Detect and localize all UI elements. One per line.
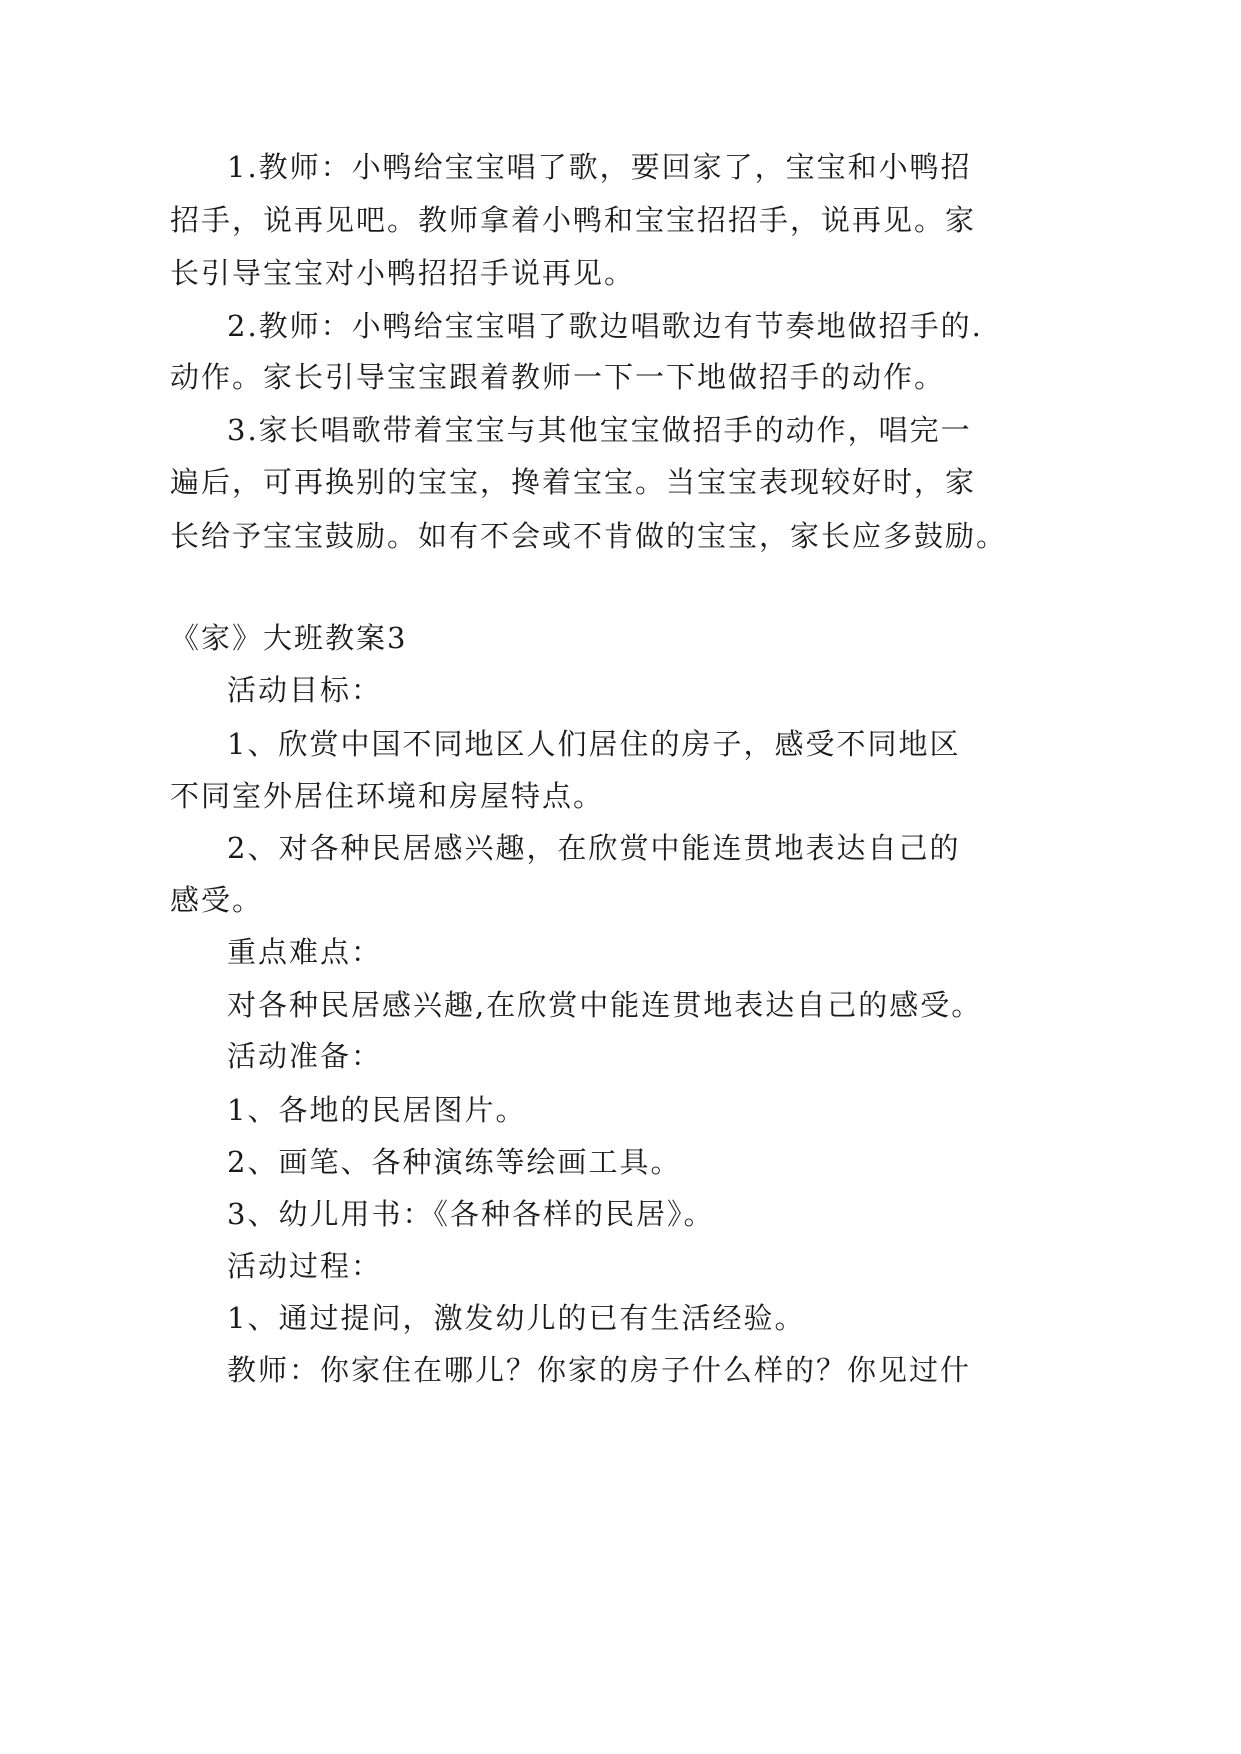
prev-item3-line2: 遍后，可再换别的宝宝，搀着宝宝。当宝宝表现较好时，家 xyxy=(170,465,977,499)
process-teacher-line: 教师：你家住在哪儿？你家的房子什么样的？你见过什 xyxy=(227,1353,972,1387)
prev-item3-line3: 长给予宝宝鼓励。如有不会或不肯做的宝宝，家长应多鼓励。 xyxy=(170,519,1008,553)
preparation-item2: 2、画笔、各种演练等绘画工具。 xyxy=(227,1145,682,1179)
goal-item1-line2: 不同室外居住环境和房屋特点。 xyxy=(170,779,605,813)
prev-item2-line2: 动作。家长引导宝宝跟着教师一下一下地做招手的动作。 xyxy=(170,360,946,394)
prev-item2-line1: 2.教师：小鸭给宝宝唱了歌边唱歌边有节奏地做招手的. xyxy=(227,309,983,343)
process-step1: 1、通过提问，激发幼儿的已有生活经验。 xyxy=(227,1301,806,1335)
prev-item1-line1: 1.教师：小鸭给宝宝唱了歌，要回家了，宝宝和小鸭招 xyxy=(227,150,972,184)
goals-heading: 活动目标： xyxy=(227,673,383,707)
prev-item3-line1: 3.家长唱歌带着宝宝与其他宝宝做招手的动作，唱完一 xyxy=(227,413,972,447)
goal-item1-line1: 1、欣赏中国不同地区人们居住的房子，感受不同地区 xyxy=(227,727,961,761)
prev-item1-line2: 招手，说再见吧。教师拿着小鸭和宝宝招招手，说再见。家 xyxy=(170,203,977,237)
goal-item2-line2: 感受。 xyxy=(170,883,264,917)
section-title: 《家》大班教案3 xyxy=(170,621,408,655)
prev-item1-line3: 长引导宝宝对小鸭招招手说再见。 xyxy=(170,256,636,290)
preparation-item3: 3、幼儿用书：《各种各样的民居》。 xyxy=(227,1197,715,1231)
key-points-text: 对各种民居感兴趣,在欣赏中能连贯地表达自己的感受。 xyxy=(227,988,983,1022)
goal-item2-line1: 2、对各种民居感兴趣，在欣赏中能连贯地表达自己的 xyxy=(227,831,961,865)
key-points-heading: 重点难点： xyxy=(227,935,383,969)
process-heading: 活动过程： xyxy=(227,1249,383,1283)
preparation-item1: 1、各地的民居图片。 xyxy=(227,1093,527,1127)
preparation-heading: 活动准备： xyxy=(227,1039,383,1073)
